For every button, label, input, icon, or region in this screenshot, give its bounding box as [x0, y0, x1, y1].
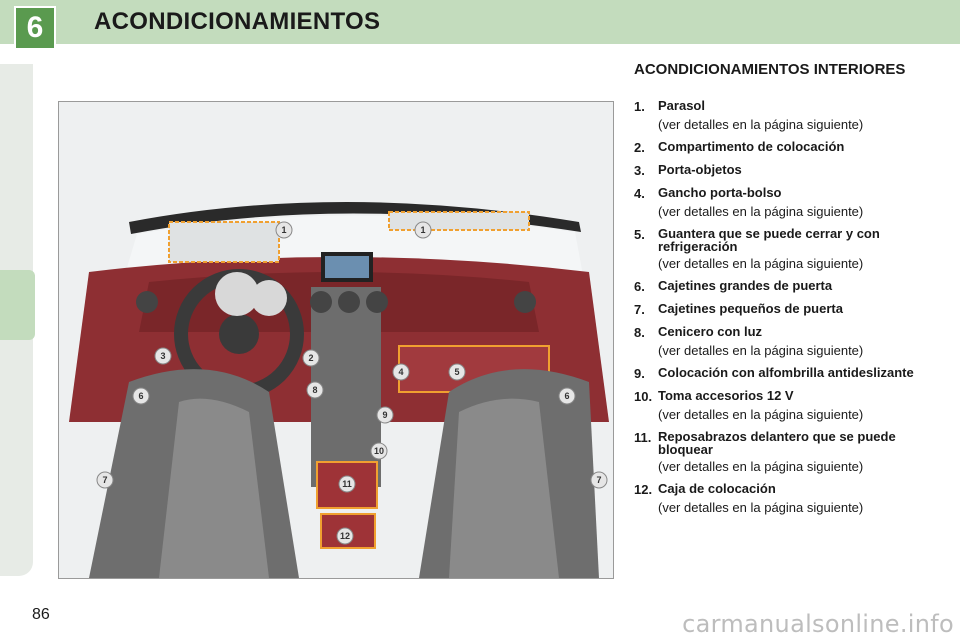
svg-text:2: 2	[308, 353, 314, 363]
chapter-tab	[0, 270, 35, 340]
svg-text:7: 7	[596, 475, 602, 485]
list-item: 9. Colocación con alfombrilla antideslizante	[634, 365, 914, 381]
svg-text:5: 5	[454, 367, 460, 377]
svg-text:1: 1	[281, 225, 287, 235]
item-list	[634, 99, 934, 523]
svg-text:8: 8	[312, 385, 318, 395]
chapter-number: 6	[14, 6, 56, 50]
callout-3	[155, 348, 171, 364]
list-item: 2. Compartimento de colocación	[634, 139, 845, 155]
svg-text:3: 3	[160, 351, 166, 361]
svg-text:10: 10	[373, 446, 385, 456]
page-number: 86	[32, 606, 50, 623]
callout-7b	[591, 472, 607, 488]
section-title: ACONDICIONAMIENTOS INTERIORES	[634, 61, 906, 78]
svg-text:6: 6	[138, 391, 144, 401]
callout-12	[337, 528, 353, 544]
svg-text:9: 9	[382, 410, 388, 420]
watermark: carmanualsonline.info	[682, 610, 954, 638]
interior-illustration	[58, 101, 614, 579]
callout-6b	[559, 388, 575, 404]
callout-7a	[97, 472, 113, 488]
svg-text:11: 11	[342, 479, 352, 489]
list-item: 6. Cajetines grandes de puerta	[634, 278, 833, 294]
callout-5	[449, 364, 465, 380]
callout-8	[307, 382, 323, 398]
svg-text:4: 4	[398, 367, 404, 377]
list-item: 4. Gancho porta-bolso (ver detalles en la página siguiente)	[634, 185, 864, 219]
callout-4	[393, 364, 409, 380]
svg-text:12: 12	[339, 531, 351, 541]
callout-9	[377, 407, 393, 423]
list-item: 11. Reposabrazos delantero que se puede bloquear (ver detalles en la página siguiente)	[634, 429, 896, 474]
svg-text:6: 6	[564, 391, 570, 401]
callout-2	[303, 350, 319, 366]
page-title: ACONDICIONAMIENTOS	[94, 8, 381, 35]
callout-10	[371, 443, 387, 459]
list-item: 8. Cenicero con luz (ver detalles en la página siguiente)	[634, 324, 864, 358]
list-item: 3. Porta-objetos	[634, 162, 742, 178]
list-item: 7. Cajetines pequeños de puerta	[634, 301, 843, 317]
callout-6a	[133, 388, 149, 404]
svg-text:1: 1	[420, 225, 426, 235]
svg-text:7: 7	[102, 475, 108, 485]
list-item: 5. Guantera que se puede cerrar y con refrigeración (ver detalles en la página siguiente)	[634, 226, 880, 271]
list-item: 10. Toma accesorios 12 V (ver detalles en la página siguiente)	[634, 388, 864, 422]
list-item: 1. Parasol (ver detalles en la página siguiente)	[634, 98, 864, 132]
callout-1b	[415, 222, 431, 238]
callout-1a	[276, 222, 292, 238]
list-item: 12. Caja de colocación (ver detalles en la página siguiente)	[634, 481, 864, 515]
callout-11	[339, 476, 355, 492]
